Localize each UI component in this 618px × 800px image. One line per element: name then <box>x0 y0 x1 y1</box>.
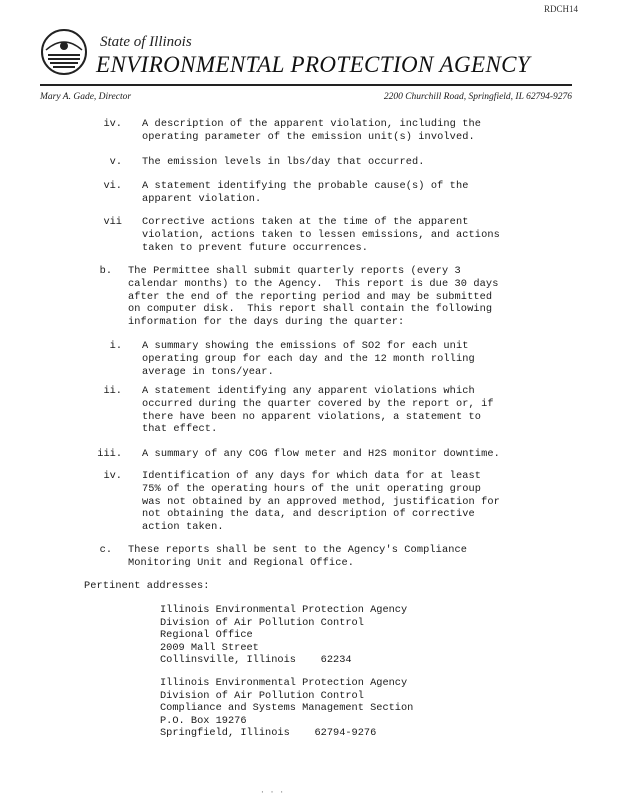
address-line: Springfield, Illinois 62794-9276 <box>160 727 377 740</box>
address-line: Collinsville, Illinois 62234 <box>160 654 352 667</box>
address-line: P.O. Box 19276 <box>160 714 247 727</box>
item-number: iv. <box>103 118 122 130</box>
section-text: These reports shall be sent to the Agency's Compliance Monitoring Unit and Regional Office. <box>128 544 468 569</box>
state-name: State of Illinois <box>100 34 192 50</box>
subitem-text: A summary showing the emissions of SO2 for each unit operating group for each day and the 12 month rolling average in tons/year. <box>142 340 475 378</box>
compliance-section-address <box>160 677 413 740</box>
address-line: Division of Air Pollution Control <box>160 689 364 702</box>
subitem-number: iv. <box>103 470 122 482</box>
pertinent-addresses-heading: Pertinent addresses: <box>84 580 210 592</box>
subitem-text: A statement identifying any apparent violations which occurred during the quarter covered by the report or, if there have been no apparent violations, a statement to that effect. <box>142 385 494 436</box>
address-line: Illinois Environmental Protection Agency <box>160 677 408 689</box>
item-text: Corrective actions taken at the time of the apparent violation, actions taken to lessen emissions, and actions taken to prevent future occurrences. <box>142 216 500 254</box>
address-line: 2009 Mall Street <box>160 641 259 654</box>
item-number: vi. <box>103 180 122 192</box>
address-line: Division of Air Pollution Control <box>160 616 364 629</box>
item-text: A description of the apparent violation, including the operating parameter of the emission unit(s) involved. <box>142 118 482 143</box>
subitem-number: i. <box>109 340 122 352</box>
document-reference: RDCH14 <box>543 4 578 14</box>
regional-office-address <box>160 604 407 667</box>
address-line: Compliance and Systems Management Section <box>160 702 414 715</box>
agency-name: ENVIRONMENTAL PROTECTION AGENCY <box>96 52 531 77</box>
section-text: The Permittee shall submit quarterly reports (every 3 calendar months) to the Agency. This report is due 30 days after the end of the reporting period and may be submitted on computer disk. This report shall contain the following information for the days during the quarter: <box>128 265 499 329</box>
subitem-text: Identification of any days for which data for at least 75% of the operating hours of the unit operating group was not obtained by an approved method, justification for not obtaining the data, and description of corrective action taken. <box>142 470 500 534</box>
item-text: A statement identifying the probable cause(s) of the apparent violation. <box>142 180 469 205</box>
subitem-number: ii. <box>103 385 122 397</box>
item-text: The emission levels in lbs/day that occurred. <box>142 156 425 168</box>
section-number: c. <box>99 544 112 556</box>
address-line: Regional Office <box>160 629 253 642</box>
page-footer-marks: · · · <box>260 788 285 797</box>
director-name: Mary A. Gade, Director <box>40 92 132 102</box>
letterhead-divider <box>40 84 572 86</box>
subitem-text: A summary of any COG flow meter and H2S monitor downtime. <box>142 448 500 460</box>
illinois-seal-icon <box>40 28 88 76</box>
item-number: vii <box>103 216 122 228</box>
address-line: Illinois Environmental Protection Agency <box>160 604 408 616</box>
section-number: b. <box>99 265 112 277</box>
agency-address: 2200 Churchill Road, Springfield, IL 62794-9276 <box>383 92 572 102</box>
subitem-number: iii. <box>97 448 122 460</box>
item-number: v. <box>109 156 122 168</box>
